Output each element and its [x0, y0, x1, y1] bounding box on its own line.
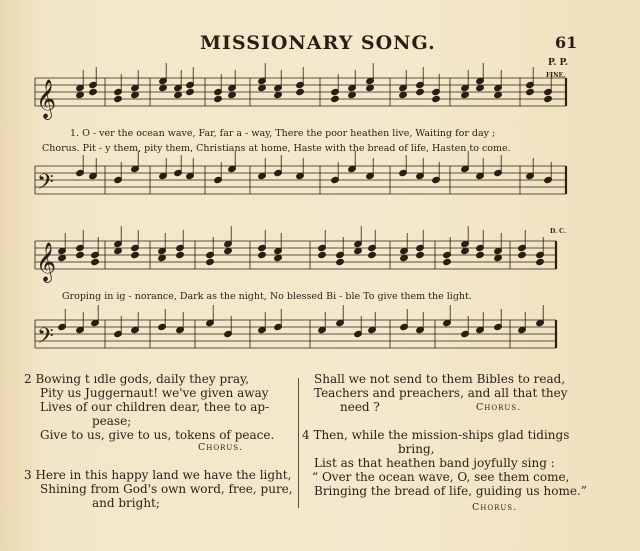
note-head-s1: [476, 84, 485, 91]
note-head-s2: [354, 247, 363, 254]
note-head-s2: [274, 254, 283, 261]
note-head-s1: [399, 91, 408, 98]
column-divider: [298, 378, 299, 508]
note-head-s2: [224, 247, 233, 254]
note-head-s1: [366, 84, 375, 91]
verse-3-cont-line: need ?: [340, 400, 380, 414]
note-head-s2: [536, 258, 545, 265]
note-head-s1: [544, 95, 553, 102]
note-head-s1: [114, 95, 123, 102]
note-head-s1: [432, 95, 441, 102]
page-number: 61: [555, 33, 578, 52]
verse-3-line: Shining from God's own word, free, pure,: [40, 482, 293, 496]
note-head-s2: [494, 254, 503, 261]
verse-4-line: 4 Then, while the mission-ships glad tidings: [302, 428, 570, 442]
treble-clef: 𝄞: [36, 79, 57, 119]
note-head-s2: [443, 258, 452, 265]
verse-4: [302, 428, 587, 498]
note-head-s2: [206, 258, 215, 265]
verse-3-cont-line: Shall we not send to them Bibles to read,: [314, 372, 566, 386]
note-head-s2: [131, 251, 140, 258]
verse-2-line: pease;: [92, 414, 132, 428]
note-head-s2: [368, 251, 377, 258]
note-head-s1: [131, 91, 140, 98]
note-head-s1: [348, 91, 357, 98]
verse-2: [24, 372, 274, 442]
verse-3-cont-line: Teachers and preachers, and all that they: [314, 386, 568, 400]
note-head-s2: [518, 251, 527, 258]
note-head-s1: [526, 88, 535, 95]
verse-3-line: 3 Here in this happy land we have the light,: [24, 468, 292, 482]
bass-clef: 𝄢: [37, 324, 54, 354]
verse-4-line: bring,: [398, 442, 435, 456]
note-head-s1: [494, 91, 503, 98]
note-head-s1: [416, 88, 425, 95]
note-head-s1: [186, 88, 195, 95]
verse-4-chorus: Chorus.: [472, 502, 518, 513]
note-head-s2: [336, 258, 345, 265]
note-head-s1: [174, 91, 183, 98]
dynamic-marking: P. P.: [548, 58, 568, 68]
note-head-s2: [416, 251, 425, 258]
system1-lyric-chorus: Chorus. Pit - y them, pity them, Christians at home, Haste with the bread of life, Hasten to come.: [42, 143, 511, 154]
note-head-s2: [114, 247, 123, 254]
fine-marking: FINE.: [546, 72, 566, 79]
note-head-s1: [461, 91, 470, 98]
system2-lyric: Groping in ig - norance, Dark as the night, No blessed Bi - ble To give them the light.: [62, 291, 472, 302]
note-head-s1: [258, 84, 267, 91]
note-head-s2: [91, 258, 100, 265]
verse-3-chorus: Chorus.: [476, 402, 522, 413]
note-head-s1: [331, 95, 340, 102]
note-head-s2: [476, 251, 485, 258]
note-head-s1: [76, 91, 85, 98]
dc-marking: D. C.: [550, 228, 566, 235]
verse-4-line: Bringing the bread of life, guiding us home.”: [314, 484, 587, 498]
verse-3: [24, 468, 293, 510]
note-head-s2: [400, 254, 409, 261]
note-head-s2: [176, 251, 185, 258]
verse-2-chorus: Chorus.: [198, 442, 244, 453]
system1-lyric-verse: 1. O - ver the ocean wave, Far, far a - way, There the poor heathen live, Waiting for day ;: [70, 128, 496, 139]
note-head-s1: [228, 91, 237, 98]
note-head-s1: [89, 88, 98, 95]
note-head-s2: [258, 251, 267, 258]
note-head-s2: [76, 251, 85, 258]
note-head-s1: [159, 84, 168, 91]
verse-4-line: List as that heathen band joyfully sing :: [314, 456, 555, 470]
note-head-s2: [461, 247, 470, 254]
verse-4-line: “ Over the ocean wave, O, see them come,: [312, 470, 570, 484]
treble-clef: 𝄞: [36, 242, 57, 282]
bass-clef: 𝄢: [37, 170, 54, 200]
note-head-s1: [214, 95, 223, 102]
note-head-s1: [296, 88, 305, 95]
note-head-s1: [274, 91, 283, 98]
verse-2-line: Pity us Juggernaut! we've given away: [40, 386, 269, 400]
note-head-s2: [158, 254, 167, 261]
page-title: MISSIONARY SONG.: [200, 32, 436, 54]
note-head-s2: [58, 254, 67, 261]
verse-2-line: Lives of our children dear, thee to ap-: [40, 400, 270, 414]
note-head-s2: [318, 251, 327, 258]
verse-3-continued: [314, 372, 568, 414]
verse-3-line: and bright;: [92, 496, 160, 510]
verse-2-line: Give to us, give to us, tokens of peace.: [40, 428, 275, 442]
verse-2-line: 2 Bowing t ıdle gods, daily they pray,: [24, 372, 250, 386]
